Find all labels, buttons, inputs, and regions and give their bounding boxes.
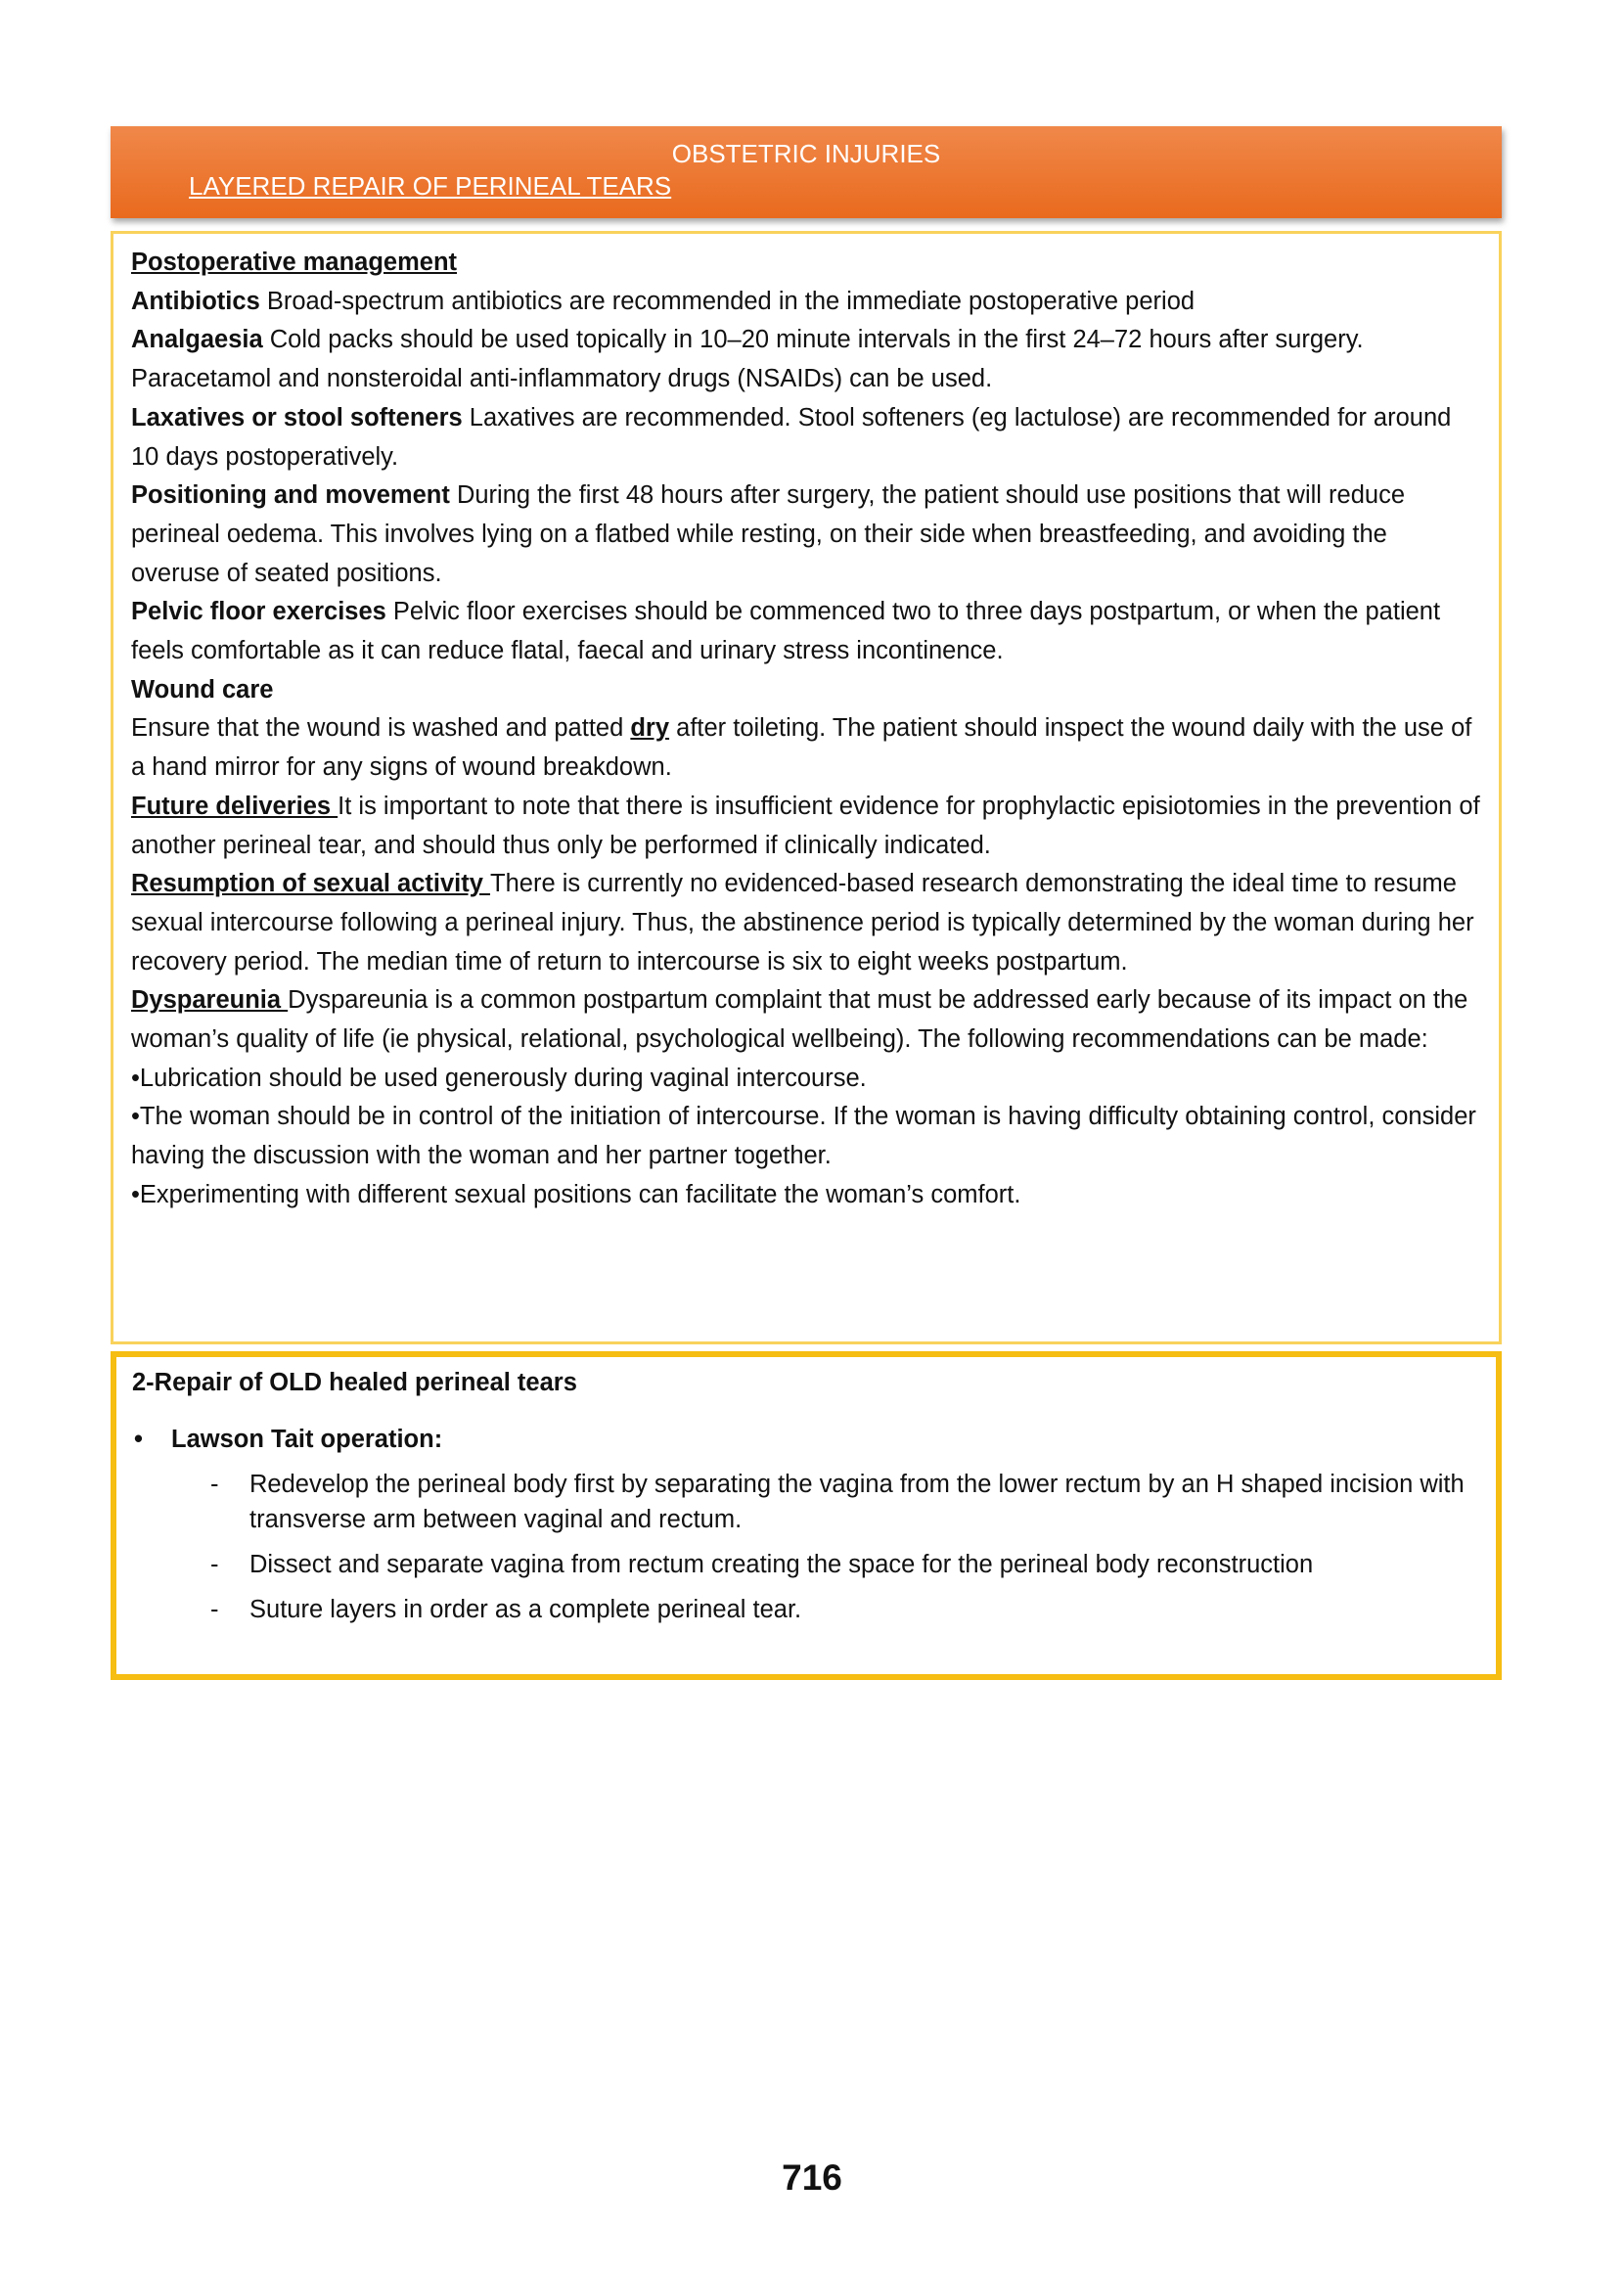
item-analgaesia <box>131 321 1481 398</box>
item-antibiotics <box>131 283 1481 322</box>
bullet-item: •The woman should be in control of the initiation of intercourse. If the woman is having difficulty obtaining control, consider having the discussion with the woman and her partner together. <box>131 1103 1476 1170</box>
dash-icon: - <box>210 1596 219 1623</box>
dash-icon: - <box>210 1551 219 1578</box>
item-text: Laxatives are recommended. Stool softeners (eg lactulose) are recommended for around 10 days postoperatively. <box>131 403 1452 471</box>
old-tears-repair-box <box>111 1351 1502 1680</box>
bullet-icon: • <box>134 1426 143 1453</box>
item-pelvic-floor <box>131 593 1481 670</box>
step-item <box>210 1547 1480 1582</box>
section-heading: Postoperative management <box>131 249 458 276</box>
item-label: Resumption of sexual activity <box>131 870 491 898</box>
step-text: Dissect and separate vagina from rectum creating the space for the perineal body reconstruction <box>249 1551 1314 1578</box>
item-label: Antibiotics <box>131 287 260 315</box>
bullet-item <box>132 1422 1480 1457</box>
item-text: During the first 48 hours after surgery, the patient should use positions that will reduce perineal oedema. This involves lying on a flatbed while resting, on their side when breastfeeding, and avoiding the overuse of seated positions. <box>131 481 1406 587</box>
section-heading: 2-Repair of OLD healed perineal tears <box>132 1369 577 1396</box>
header-title: OBSTETRIC INJURIES <box>671 139 941 168</box>
bullet-text: Lawson Tait operation: <box>171 1426 443 1453</box>
item-text: Broad-spectrum antibiotics are recommended in the immediate postoperative period <box>259 287 1195 315</box>
emphasis-dry: dry <box>630 714 670 743</box>
item-text: Pelvic floor exercises should be commenced two to three days postpartum, or when the patient feels comfortable as it can reduce flatal, faecal and urinary stress incontinence. <box>131 598 1441 665</box>
item-label: Dyspareunia <box>131 986 289 1015</box>
item-dyspareunia <box>131 981 1481 1059</box>
item-text: Dyspareunia is a common postpartum complaint that must be addressed early because of its impact on the woman’s quality of life (ie physical, relational, psychological wellbeing). The following recommendations can be made: <box>131 986 1468 1054</box>
item-label: Analgaesia <box>131 326 263 354</box>
header-subtitle: LAYERED REPAIR OF PERINEAL TEARS <box>189 171 672 201</box>
wound-care-heading: Wound care <box>131 675 274 704</box>
item-future-deliveries <box>131 788 1481 865</box>
item-text: It is important to note that there is insufficient evidence for prophylactic episiotomies in the prevention of another perineal tear, and should thus only be performed if clinically indicated. <box>131 792 1480 859</box>
page-number: 716 <box>782 2157 842 2198</box>
text: after toileting. The patient should inspect the wound daily with the use of a hand mirror for any signs of wound breakdown. <box>131 714 1472 782</box>
bullet-item: •Lubrication should be used generously during vaginal intercourse. <box>131 1064 867 1092</box>
step-item <box>210 1592 1480 1627</box>
wound-care-text <box>131 709 1481 787</box>
item-label: Future deliveries <box>131 792 338 820</box>
step-text: Suture layers in order as a complete perineal tear. <box>249 1596 802 1623</box>
step-text: Redevelop the perineal body first by separating the vagina from the lower rectum by an H shaped incision with transverse arm between vaginal and rectum. <box>249 1471 1465 1533</box>
text: Ensure that the wound is washed and patted <box>131 714 631 743</box>
item-label: Pelvic floor exercises <box>131 598 386 626</box>
item-sexual-activity <box>131 865 1481 981</box>
bullet-item: •Experimenting with different sexual positions can facilitate the woman’s comfort. <box>131 1180 1021 1208</box>
item-text: There is currently no evidenced-based research demonstrating the ideal time to resume sexual intercourse following a perineal injury. Thus, the abstinence period is typically determined by the woman during her recovery period. The median time of return to intercourse is six to eight weeks postpartum. <box>131 870 1474 976</box>
dash-icon: - <box>210 1471 219 1498</box>
item-positioning <box>131 477 1481 593</box>
step-item <box>210 1467 1480 1537</box>
item-label: Positioning and movement <box>131 481 450 510</box>
item-laxatives <box>131 399 1481 477</box>
postoperative-management-box <box>111 231 1502 1344</box>
item-label: Laxatives or stool softeners <box>131 403 463 431</box>
page-header-banner <box>111 126 1502 218</box>
item-text: Cold packs should be used topically in 10–20 minute intervals in the first 24–72 hours after surgery. Paracetamol and nonsteroidal anti-inflammatory drugs (NSAIDs) can be used. <box>131 326 1364 393</box>
